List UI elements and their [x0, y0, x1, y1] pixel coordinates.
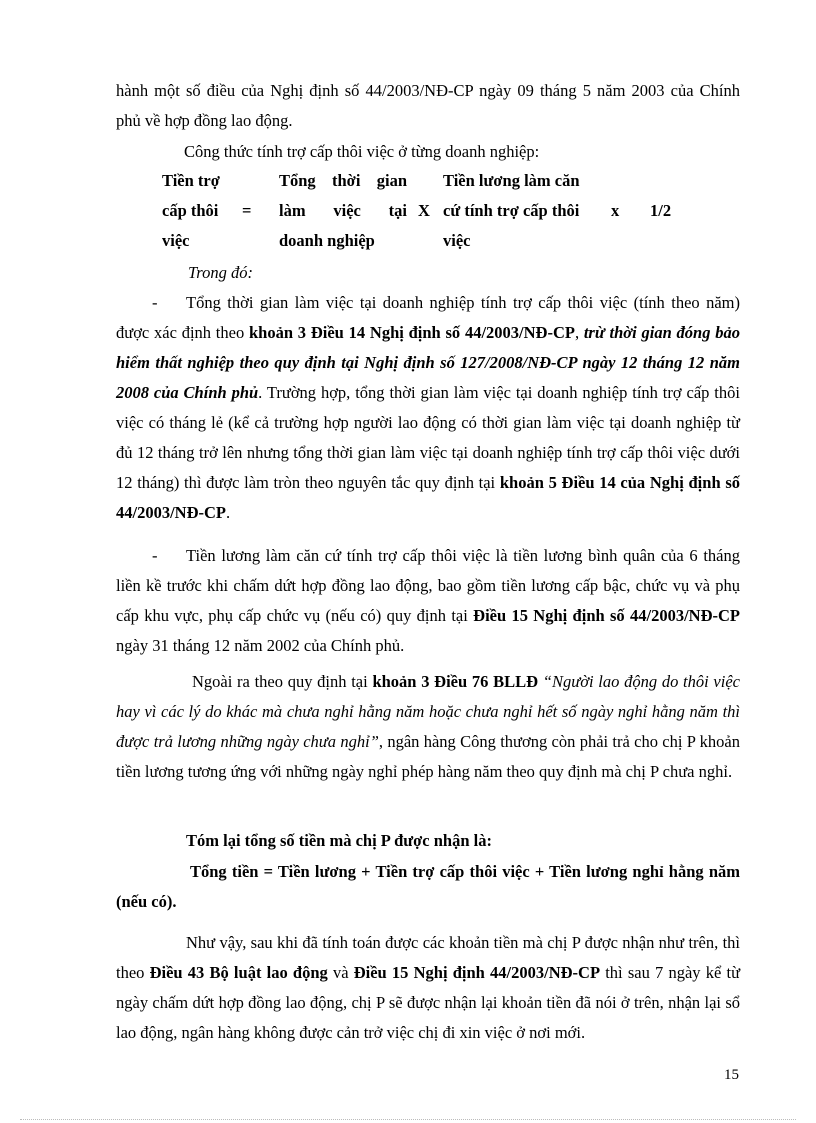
intro-line-2: phủ về hợp đồng lao động.	[116, 111, 293, 130]
formula-term-severance-1: Tiền trợ	[162, 171, 220, 190]
formula-term-severance-3: việc	[162, 231, 190, 250]
item1-body: được xác định theo khoản 3 Điều 14 Nghị định số 44/2003/NĐ-CP, trừ thời gian đóng bảo hiểm thất nghiệp theo quy định tại Nghị định số 127/2008/NĐ-CP ngày 12 tháng 12 năm 2008 của Chính phủ. Trường hợp, tổng thời gian làm việc tại doanh nghiệp tính trợ cấp thôi việc có tháng lẻ (kể cả trường hợp người lao động có thời gian làm việc tại doanh nghiệp từ đủ 12 tháng trở lên nhưng tổng thời gian làm việc tại doanh nghiệp tính trợ cấp thôi việc dưới 12 tháng) thì được làm tròn theo nguyên tắc quy định tại khoản 5 Điều 14 của Nghị định số 44/2003/NĐ-CP.	[116, 323, 740, 522]
formula-term-salary-3: việc	[443, 231, 471, 250]
item1-dash: -	[152, 293, 158, 312]
formula-times-1: X	[418, 201, 430, 220]
formula-term-time-3: doanh nghiệp	[279, 231, 375, 250]
formula-term-salary-2: cứ tính trợ cấp thôi	[443, 201, 580, 220]
formula-times-2: x	[611, 201, 620, 220]
conclusion-ref-2: Điều 15 Nghị định 44/2003/NĐ-CP	[353, 963, 601, 982]
summary-total-formula: Tổng tiền = Tiền lương + Tiền trợ cấp thôi việc + Tiền lương nghỉ hằng năm (nếu có).	[116, 862, 740, 911]
paragraph-ngoai-ra: Ngoài ra theo quy định tại khoản 3 Điều 76 BLLĐ “Người lao động do thôi việc hay vì các lý do khác mà chưa nghỉ hằng năm hoặc chưa nghỉ hết số ngày nghỉ hằng năm thì được trả lương những ngày chưa nghỉ”, ngân hàng Công thương còn phải trả cho chị P khoản tiền lương tương ứng với những ngày nghỉ phép hàng năm theo quy định mà chị P chưa nghỉ.	[116, 672, 740, 781]
item1-first-line: Tổng thời gian làm việc tại doanh nghiệp tính trợ cấp thôi việc (tính theo năm)	[186, 293, 740, 312]
formula-caption: Công thức tính trợ cấp thôi việc ở từng doanh nghiệp:	[184, 142, 540, 161]
item1-ref-bhtn: trừ thời gian đóng bảo hiểm thất nghiệp theo quy định tại Nghị định số 127/2008/NĐ-CP ngày 12 tháng 12 năm 2008 của Chính phủ	[116, 323, 740, 402]
intro-line-1: hành một số điều của Nghị định số 44/2003/NĐ-CP ngày 09 tháng 5 năm 2003 của Chính	[116, 81, 740, 100]
item2-body: liền kề trước khi chấm dứt hợp đồng lao động, bao gồm tiền lương cấp bậc, chức vụ và phụ cấp khu vực, phụ cấp chức vụ (nếu có) quy định tại Điều 15 Nghị định số 44/2003/NĐ-CP ngày 31 tháng 12 năm 2002 của Chính phủ.	[116, 576, 740, 655]
ngoai-ra-quote: “Người lao động do thôi việc hay vì các lý do khác mà chưa nghỉ hằng năm hoặc chưa nghỉ hết số ngày nghỉ hằng năm thì được trả lương những ngày chưa nghỉ”	[116, 672, 740, 751]
formula-term-time-1: Tổng thời gian	[279, 171, 407, 190]
formula-term-severance-2: cấp thôi	[162, 201, 219, 220]
page-bottom-divider	[20, 1119, 796, 1120]
item2-first-line: Tiền lương làm căn cứ tính trợ cấp thôi việc là tiền lương bình quân của 6 tháng	[186, 546, 740, 565]
conclusion-ref-1: Điều 43 Bộ luật lao động	[149, 963, 328, 982]
formula-equals: =	[242, 201, 252, 220]
item2-dash: -	[152, 546, 158, 565]
trong-do-label: Trong đó:	[188, 263, 253, 282]
summary-heading: Tóm lại tổng số tiền mà chị P được nhận là:	[186, 831, 492, 850]
page-number: 15	[724, 1067, 739, 1083]
formula-half: 1/2	[650, 201, 672, 220]
formula-term-time-2: làm việc tại	[279, 201, 407, 220]
item1-ref-1: khoản 3 Điều 14 Nghị định số 44/2003/NĐ-CP	[249, 323, 575, 342]
paragraph-conclusion: Như vậy, sau khi đã tính toán được các khoản tiền mà chị P được nhận như trên, thì theo Điều 43 Bộ luật lao động và Điều 15 Nghị định 44/2003/NĐ-CP thì sau 7 ngày kể từ ngày chấm dứt hợp đồng lao động, chị P sẽ được nhận lại khoản tiền đã nói ở trên, nhận lại sổ lao động, ngân hàng không được cản trở việc chị đi xin việc ở nơi mới.	[116, 933, 741, 1042]
formula-term-salary-1: Tiền lương làm căn	[443, 171, 580, 190]
ngoai-ra-ref: khoản 3 Điều 76 BLLĐ	[372, 672, 539, 691]
item1-ref-2: khoản 5 Điều 14 của Nghị định số 44/2003/NĐ-CP	[116, 473, 740, 522]
item2-ref: Điều 15 Nghị định số 44/2003/NĐ-CP	[473, 606, 740, 625]
